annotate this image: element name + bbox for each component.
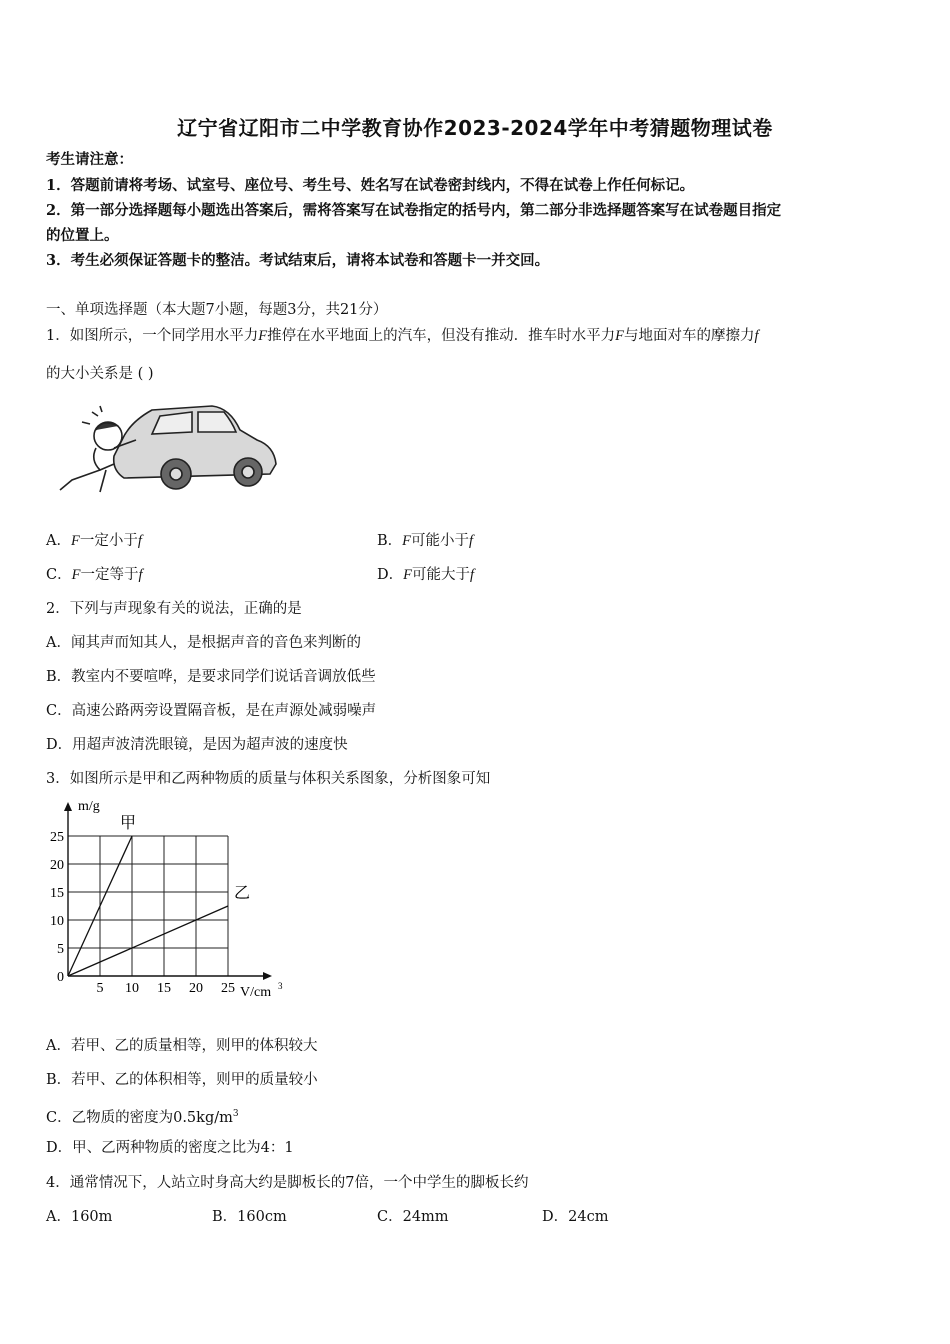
page-title: 辽宁省辽阳市二中学教育协作2023-2024学年中考猜题物理试卷: [177, 116, 773, 140]
y-tick-label: 25: [50, 830, 64, 845]
q1-option-a[interactable]: A．F一定小于f: [46, 533, 142, 549]
question-2-stem: 2．下列与声现象有关的说法，正确的是: [46, 601, 302, 617]
q3-option-d[interactable]: D．甲、乙两种物质的密度之比为4：1: [46, 1140, 294, 1156]
section-heading: 一、单项选择题（本大题7小题，每题3分，共21分）: [46, 302, 388, 318]
car-push-illustration: [52, 400, 282, 500]
x-axis-arrow: [263, 972, 272, 980]
y-axis-label: m/g: [78, 799, 100, 814]
q3-option-b[interactable]: B．若甲、乙的体积相等，则甲的质量较小: [46, 1072, 318, 1088]
q3-option-a[interactable]: A．若甲、乙的质量相等，则甲的体积较大: [46, 1038, 318, 1054]
question-4-stem: 4．通常情况下，人站立时身高大约是脚板长的7倍，一个中学生的脚板长约: [46, 1175, 529, 1191]
sweat-mark: [82, 406, 102, 424]
notice-item: 2．第一部分选择题每小题选出答案后，需将答案写在试卷指定的括号内，第二部分非选择题答案写在试卷题目指定: [46, 202, 782, 219]
x-tick-label: 15: [157, 981, 171, 996]
q3-option-c[interactable]: C．乙物质的密度为$0.5kg/m^3$: [46, 1109, 239, 1126]
mass-volume-chart: [40, 796, 300, 1006]
notice-item: 的位置上。: [46, 227, 119, 244]
notice-item: 1．答题前请将考场、试室号、座位号、考生号、姓名写在试卷密封线内，不得在试卷上作任何标记。: [46, 177, 695, 194]
origin-label: 0: [57, 970, 64, 985]
y-tick-label: 15: [50, 886, 64, 901]
q4-option-d[interactable]: D．24cm: [542, 1209, 609, 1225]
series-line-yi: [68, 906, 228, 976]
y-tick-label: 20: [50, 858, 64, 873]
q1-option-d[interactable]: D．F可能大于f: [377, 567, 475, 583]
q4-option-b[interactable]: B．160cm: [212, 1209, 287, 1225]
q2-option-a[interactable]: A．闻其声而知其人，是根据声音的音色来判断的: [46, 635, 361, 651]
x-tick-label: 25: [221, 981, 235, 996]
y-tick-label: 10: [50, 914, 64, 929]
q2-option-b[interactable]: B．教室内不要喧哗，是要求同学们说话音调放低些: [46, 669, 376, 685]
question-3-stem: 3．如图所示是甲和乙两种物质的质量与体积关系图象，分析图象可知: [46, 771, 491, 787]
series-label-jia: 甲: [120, 815, 137, 832]
y-tick-label: 5: [57, 942, 64, 957]
boy-leg: [100, 470, 106, 492]
x-tick-label: 20: [189, 981, 203, 996]
boy-leg: [60, 470, 100, 490]
y-axis-arrow: [64, 802, 72, 811]
question-1-stem-cont: 的大小关系是 ( ): [46, 366, 154, 382]
question-1-stem: 1．如图所示，一个同学用水平力F推停在水平地面上的汽车，但没有推动．推车时水平力F与地面对车的摩擦力f: [46, 328, 759, 344]
x-tick-label: 10: [125, 981, 139, 996]
q2-option-c[interactable]: C．高速公路两旁设置隔音板，是在声源处减弱噪声: [46, 703, 377, 719]
x-axis-label: V/cm: [240, 985, 272, 1000]
q1-option-b[interactable]: B．F可能小于f: [377, 533, 474, 549]
notice-heading: 考生请注意：: [46, 151, 133, 168]
boy-body: [94, 448, 114, 470]
x-axis-label-sup: 3: [278, 981, 283, 991]
q4-option-a[interactable]: A．160m: [46, 1209, 113, 1225]
series-label-yi: 乙: [234, 885, 251, 902]
x-tick-label: 5: [96, 981, 104, 996]
q1-option-c[interactable]: C．F一定等于f: [46, 567, 143, 583]
notice-item: 3．考生必须保证答题卡的整洁。考试结束后，请将本试卷和答题卡一并交回。: [46, 252, 550, 269]
q4-option-c[interactable]: C．24mm: [377, 1209, 449, 1225]
q2-option-d[interactable]: D．用超声波清洗眼镜，是因为超声波的速度快: [46, 737, 348, 753]
